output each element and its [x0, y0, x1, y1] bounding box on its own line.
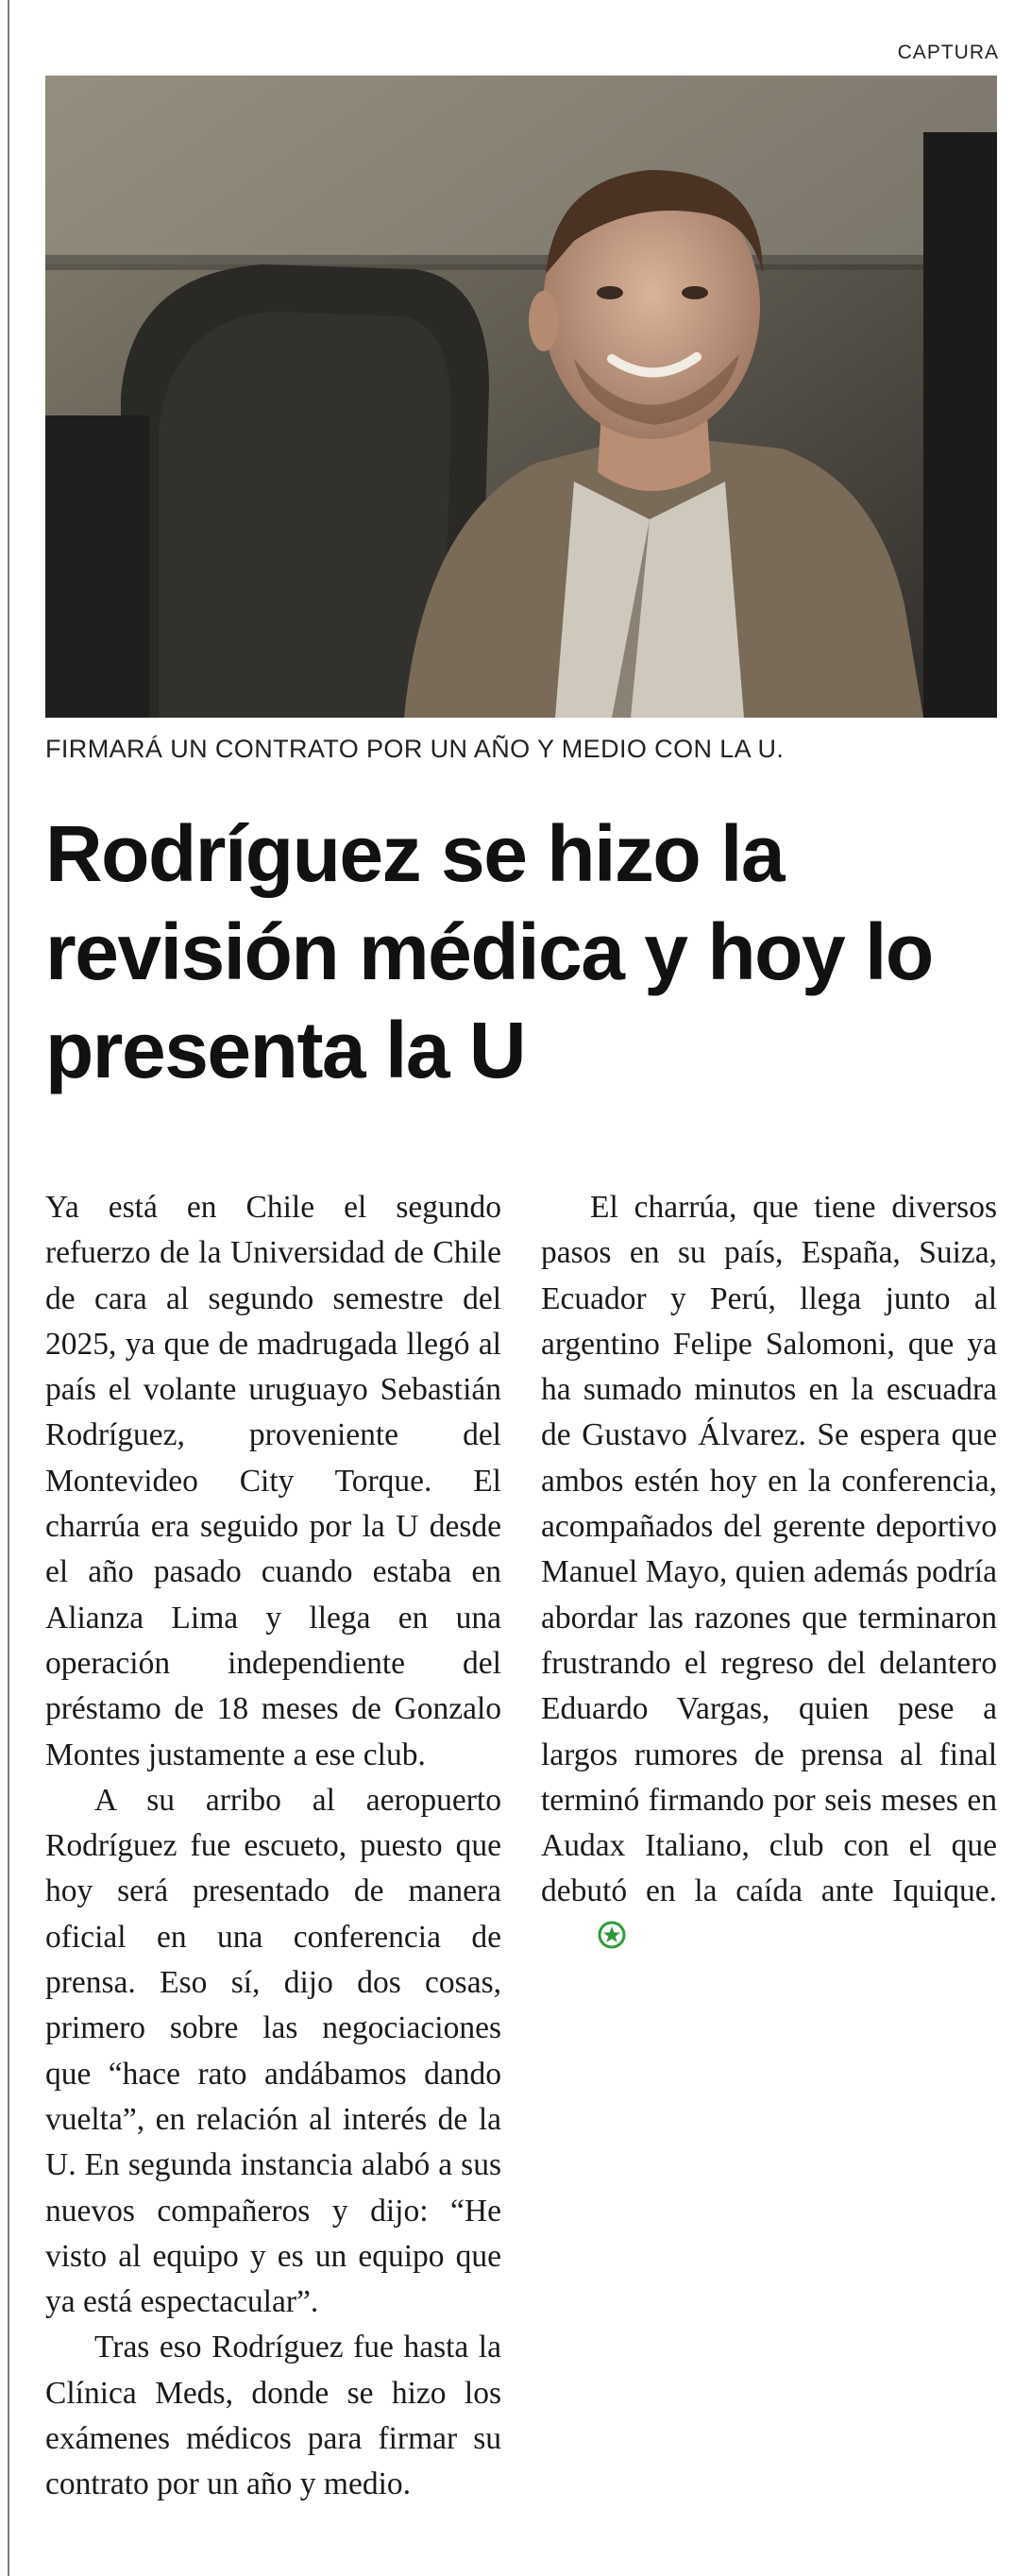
photo-caption: FIRMARÁ UN CONTRATO POR UN AÑO Y MEDIO CON LA U. [45, 735, 785, 763]
body-paragraph [541, 1185, 997, 1962]
body-paragraph: Ya está en Chile el segundo refuerzo de la Universidad de Chile de cara al segundo semestre del 2025, ya que de madrugada llegó al país el volante uruguayo Sebastián Rodríguez, proveniente del Montevideo City Torque. El charrúa era seguido por la U desde el año pasado cuando estaba en Alianza Lima y llega en una operación independiente del préstamo de 18 meses de Gonzalo Montes justamente a ese club. [45, 1190, 501, 1772]
article-headline: Rodríguez se hizo la revisión médica y hoy lo presenta la U [45, 809, 933, 1094]
article-body [45, 1185, 997, 2554]
photo-credit: CAPTURA [897, 42, 999, 63]
column-rule [8, 0, 9, 2576]
news-photo [45, 76, 997, 718]
body-paragraph: A su arribo al aeropuerto Rodríguez fue escueto, puesto que hoy será presentado de manera oficial en una conferencia de prensa. Eso sí, dijo dos cosas, primero sobre las negociaciones que “hace rato andábamos dando vuelta”, en relación al interés de la U. En segunda instancia alabó a sus nuevos compañeros y dijo: “He visto al equipo y es un equipo que ya está espectacular”. [45, 1782, 501, 2320]
body-paragraph-text: El charrúa, que tiene diversos pasos en su país, España, Suiza, Ecuador y Perú, llega junto al argentino Felipe Salomoni, que ya ha sumado minutos en la escuadra de Gustavo Álvarez. Se espera que ambos estén hoy en la conferencia, acompañados del gerente deportivo Manuel Mayo, quien además podría abordar las razones que terminaron frustrando el regreso del delantero Eduardo Vargas, quien pese a largos rumores de prensa al final terminó firmando por seis meses en Audax Italiano, club con el que debutó en la caída ante Iquique. [541, 1190, 997, 1909]
photo-illustration [45, 76, 997, 718]
star-end-mark-icon [549, 1917, 626, 1962]
body-paragraph: Tras eso Rodríguez fue hasta la Clínica Meds, donde se hizo los exámenes médicos para firmar su contrato por un año y medio. [45, 2330, 501, 2502]
